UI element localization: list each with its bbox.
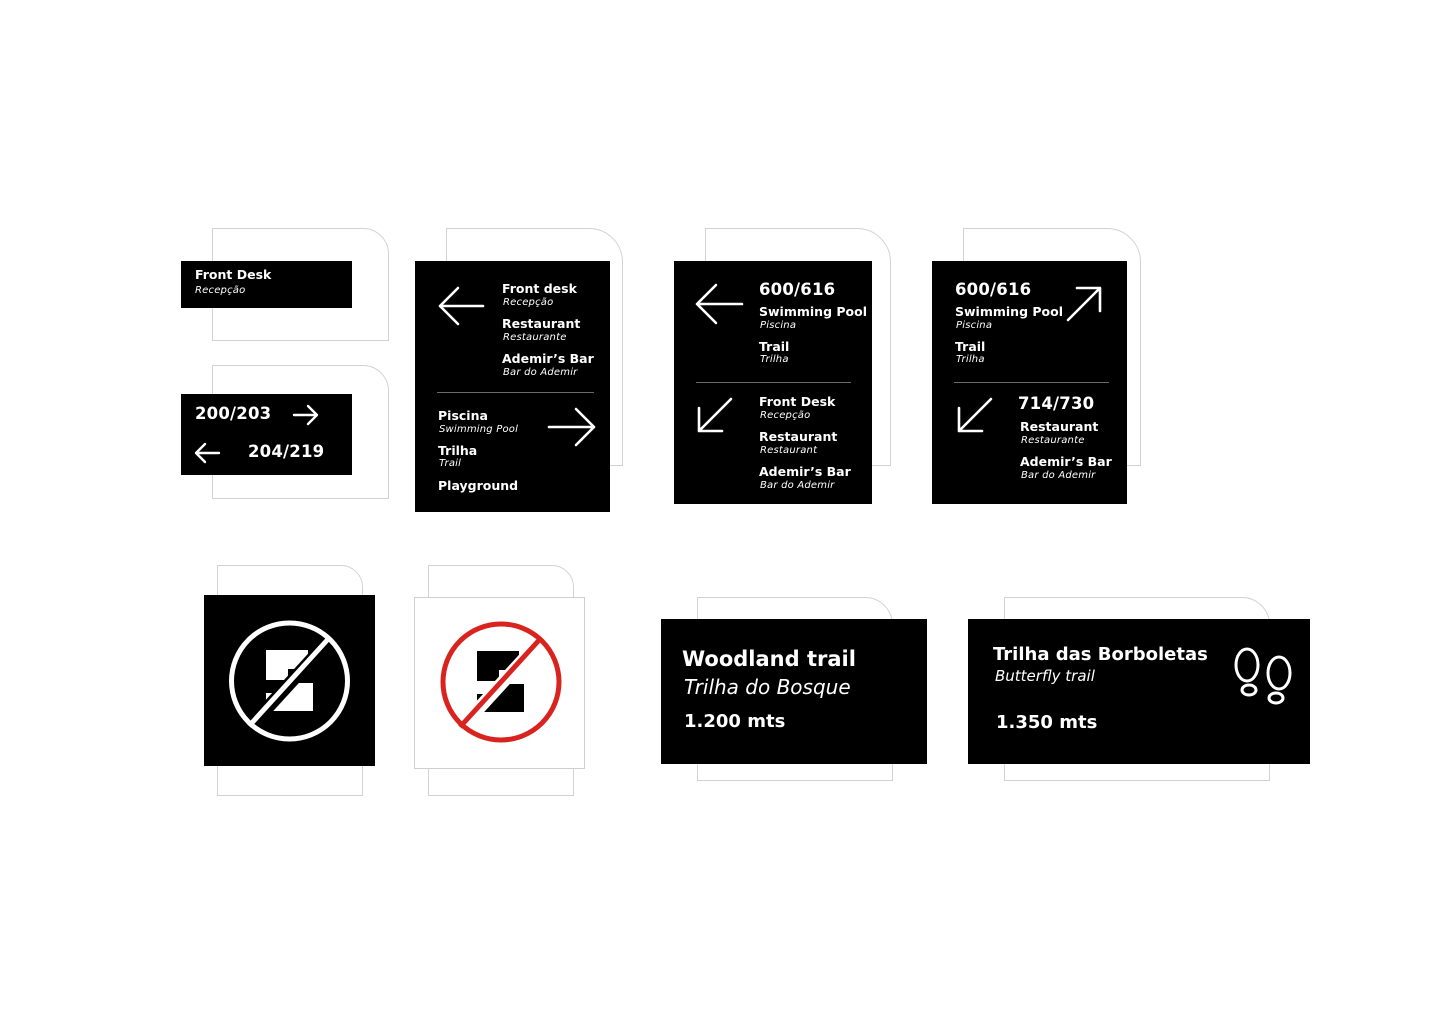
dir-a-upper-label-1: Front desk bbox=[502, 281, 577, 296]
front-desk-label: Front Desk bbox=[195, 267, 272, 282]
dir-b-range: 600/616 bbox=[759, 280, 836, 299]
dir-a-upper-sub-3: Bar do Ademir bbox=[503, 367, 578, 378]
front-desk-sub: Recepção bbox=[195, 285, 246, 296]
butterflies-subtitle: Butterfly trail bbox=[995, 667, 1095, 685]
arrow-right-icon bbox=[293, 405, 319, 425]
dir-a-upper-label-2: Restaurant bbox=[502, 316, 581, 331]
woodland-sign bbox=[661, 619, 927, 764]
footprints-icon bbox=[1230, 645, 1298, 709]
woodland-title: Woodland trail bbox=[682, 647, 856, 671]
dir-c-upper-sub-1: Piscina bbox=[956, 320, 993, 331]
butterflies-distance: 1.350 mts bbox=[996, 712, 1098, 733]
woodland-distance: 1.200 mts bbox=[684, 711, 786, 732]
dir-b-lower-sub-3: Bar do Ademir bbox=[760, 480, 835, 491]
dir-a-lower-label-1: Piscina bbox=[438, 408, 488, 423]
dir-b-lower-label-3: Ademir’s Bar bbox=[759, 464, 851, 479]
dir-c-lower-sub-2: Bar do Ademir bbox=[1021, 470, 1096, 481]
dir-b-lower-sub-1: Recepção bbox=[760, 410, 811, 421]
dir-b-upper-label-1: Swimming Pool bbox=[759, 304, 867, 319]
dir-a-upper-label-3: Ademir’s Bar bbox=[502, 351, 594, 366]
rooms-sign bbox=[181, 394, 352, 475]
arrow-left-icon bbox=[694, 283, 744, 325]
dir-b-lower-label-1: Front Desk bbox=[759, 394, 836, 409]
dir-c-lower-sub-1: Restaurante bbox=[1021, 435, 1085, 446]
dir-a-lower-label-3: Playground bbox=[438, 478, 519, 493]
no-stairs-light-sign bbox=[414, 597, 585, 769]
dir-a-upper-sub-2: Restaurante bbox=[503, 332, 567, 343]
dir-b-upper-label-2: Trail bbox=[759, 339, 790, 354]
arrow-down-left-icon bbox=[956, 396, 994, 434]
arrow-right-icon bbox=[547, 407, 597, 447]
dir-b-lower-label-2: Restaurant bbox=[759, 429, 838, 444]
dir-b-upper-sub-2: Trilha bbox=[760, 354, 789, 365]
dir-a-lower-label-2: Trilha bbox=[438, 443, 478, 458]
dir-c-upper-label-1: Swimming Pool bbox=[955, 304, 1063, 319]
woodland-subtitle: Trilha do Bosque bbox=[684, 675, 851, 699]
arrow-left-icon bbox=[194, 443, 220, 463]
divider bbox=[954, 382, 1109, 383]
no-stairs-icon bbox=[415, 598, 586, 770]
directional-c-sign bbox=[932, 261, 1127, 504]
arrow-left-icon bbox=[437, 286, 485, 326]
dir-c-lower-label-2: Ademir’s Bar bbox=[1020, 454, 1112, 469]
directional-b-sign bbox=[674, 261, 872, 504]
divider bbox=[696, 382, 851, 383]
butterflies-title: Trilha das Borboletas bbox=[993, 644, 1208, 665]
no-stairs-dark-sign bbox=[204, 595, 375, 766]
room-range-right: 200/203 bbox=[195, 404, 272, 423]
front-desk-sign bbox=[181, 261, 352, 308]
divider bbox=[437, 392, 594, 393]
butterflies-sign bbox=[968, 619, 1310, 764]
room-range-left: 204/219 bbox=[248, 442, 325, 461]
arrow-up-right-icon bbox=[1065, 285, 1103, 323]
dir-c-lower-label-1: Restaurant bbox=[1020, 419, 1099, 434]
dir-c-upper-sub-2: Trilha bbox=[956, 354, 985, 365]
dir-c-upper-label-2: Trail bbox=[955, 339, 986, 354]
dir-c-range-lower: 714/730 bbox=[1018, 394, 1095, 413]
no-stairs-icon bbox=[204, 595, 375, 766]
dir-a-lower-sub-2: Trail bbox=[439, 458, 462, 469]
arrow-down-left-icon bbox=[696, 396, 734, 434]
dir-a-lower-sub-1: Swimming Pool bbox=[439, 424, 519, 435]
dir-c-range-upper: 600/616 bbox=[955, 280, 1032, 299]
directional-a-sign bbox=[415, 261, 610, 512]
dir-b-lower-sub-2: Restaurant bbox=[760, 445, 818, 456]
dir-a-upper-sub-1: Recepção bbox=[503, 297, 554, 308]
dir-b-upper-sub-1: Piscina bbox=[760, 320, 797, 331]
